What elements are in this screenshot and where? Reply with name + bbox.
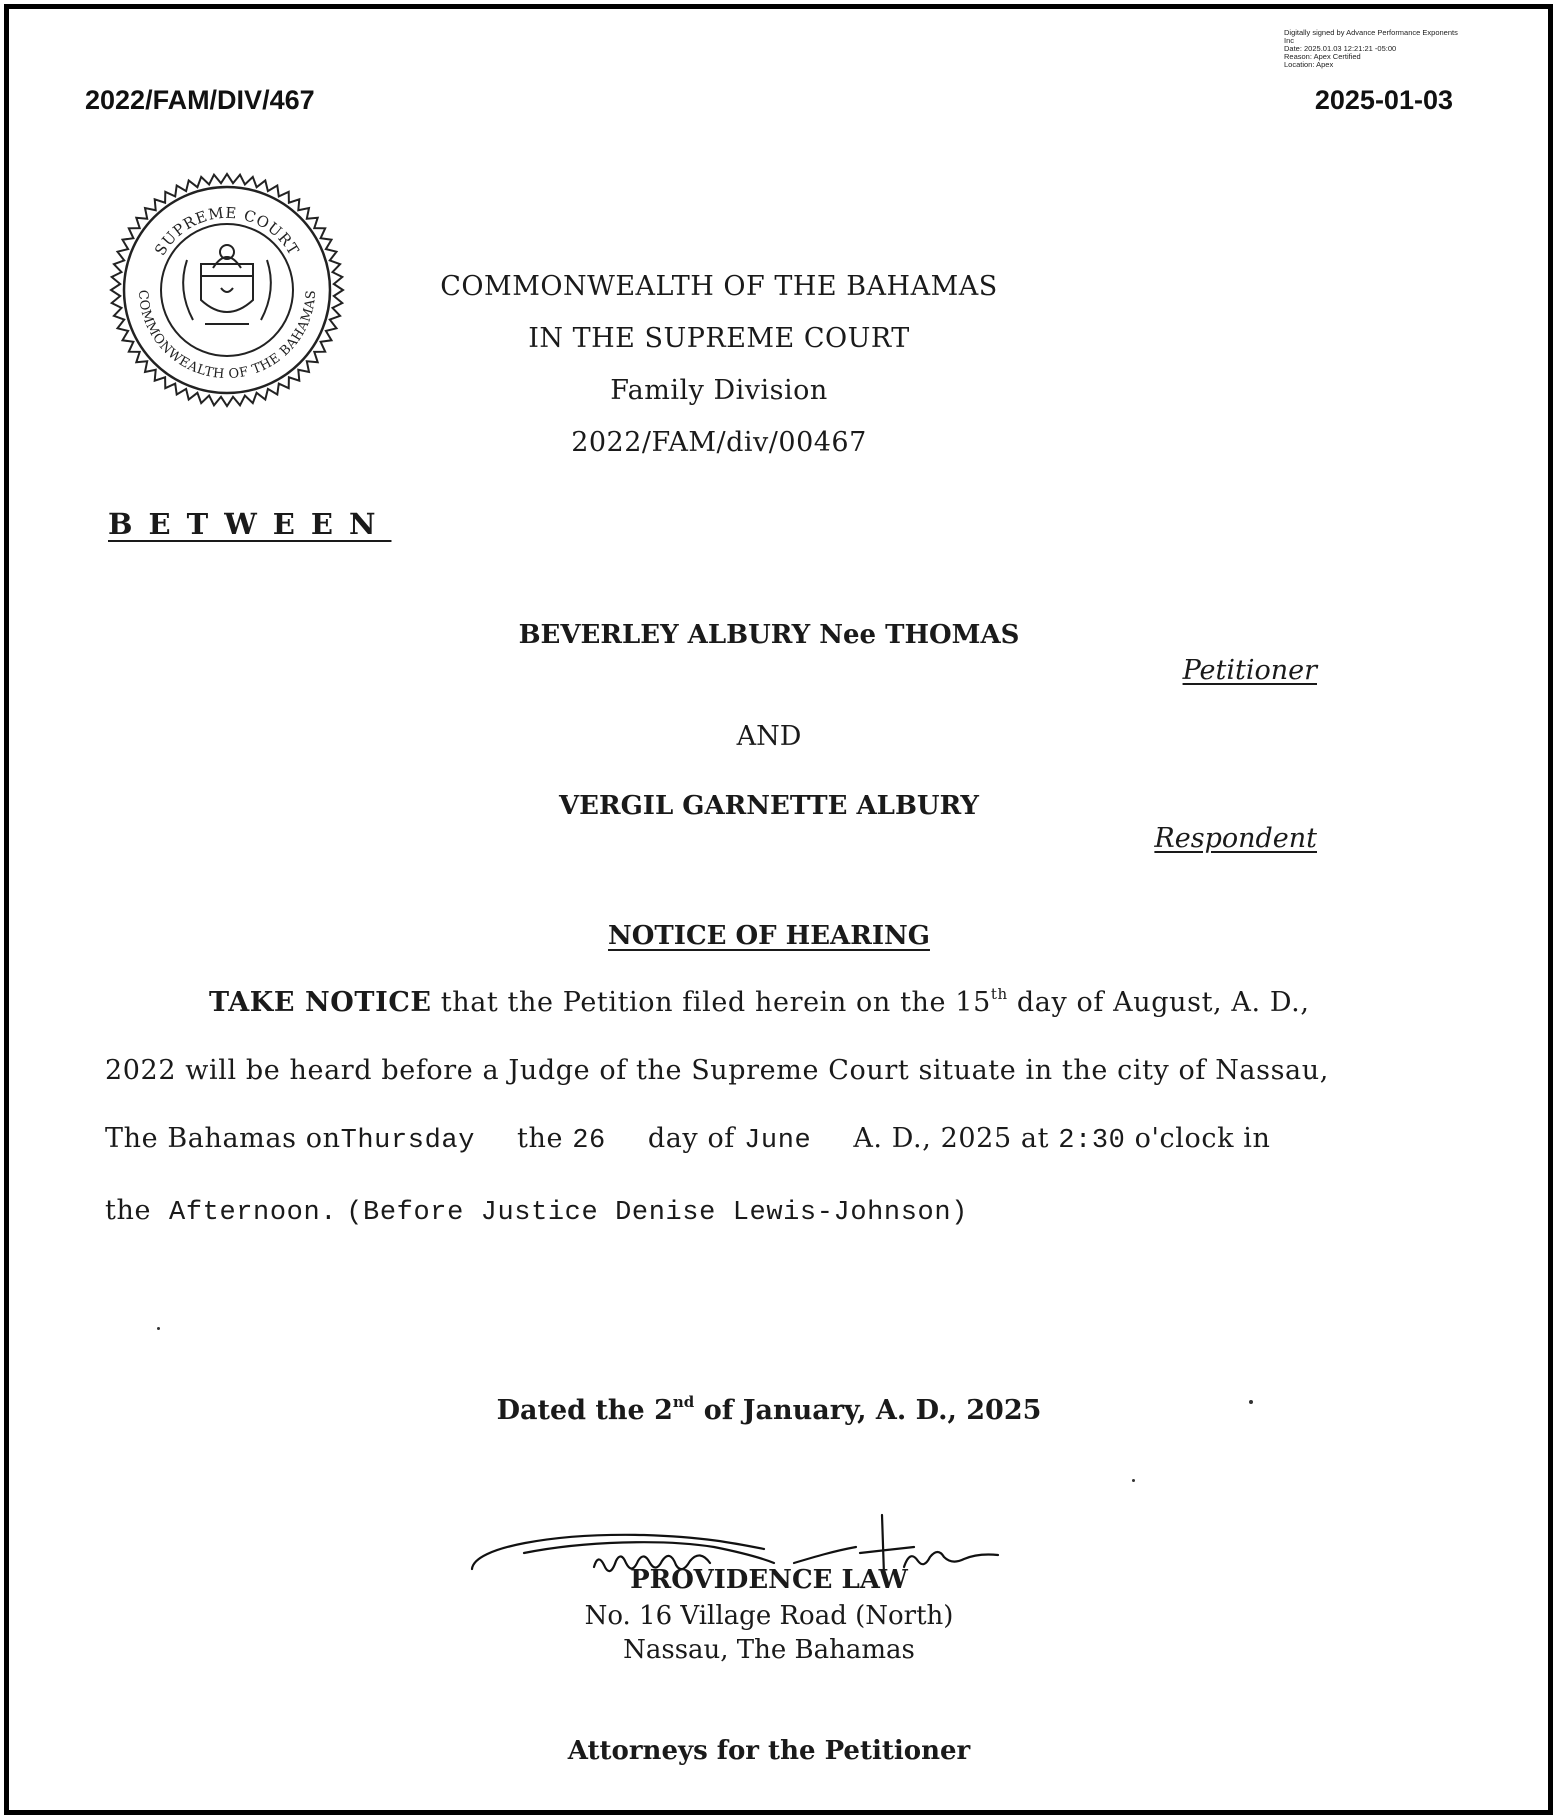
digital-signature-line: Reason: Apex Certified xyxy=(1284,52,1361,61)
body-line-1 xyxy=(209,987,1310,1018)
presiding-justice: (Before Justice Denise Lewis-Johnson) xyxy=(346,1198,968,1228)
body-text: that the Petition filed herein on the 15 xyxy=(431,987,991,1018)
hearing-day-number: 26 xyxy=(572,1126,606,1156)
supreme-court-seal-icon xyxy=(109,172,345,408)
respondent-name: VERGIL GARNETTE ALBURY xyxy=(559,791,979,821)
digital-signature-line: Date: 2025.01.03 12:21:21 -05:00 xyxy=(1284,44,1397,53)
body-text: the xyxy=(105,1195,152,1226)
header-date: 2025-01-03 xyxy=(1314,85,1453,115)
dated-line xyxy=(389,1395,1149,1426)
body-text: the xyxy=(517,1123,564,1154)
court-jurisdiction: COMMONWEALTH OF THE BAHAMAS xyxy=(440,271,998,302)
take-notice-lead: TAKE NOTICE xyxy=(209,987,432,1018)
and-separator: AND xyxy=(736,721,802,752)
court-name: IN THE SUPREME COURT xyxy=(528,323,910,354)
case-number: 2022/FAM/DIV/467 xyxy=(85,85,315,115)
scan-speck xyxy=(1249,1400,1253,1404)
attorneys-line: Attorneys for the Petitioner xyxy=(567,1736,971,1766)
respondent-role: Respondent xyxy=(1154,823,1317,854)
notice-title: NOTICE OF HEARING xyxy=(608,921,930,951)
scan-speck xyxy=(157,1327,160,1330)
seal-top-text: SUPREME COURT xyxy=(151,203,303,259)
digital-signature-line: Location: Apex xyxy=(1284,60,1334,69)
firm-address-line-1: No. 16 Village Road (North) xyxy=(584,1601,954,1631)
court-file-number: 2022/FAM/div/00467 xyxy=(571,427,867,458)
body-line-3 xyxy=(105,1123,1270,1156)
ordinal-suffix: nd xyxy=(672,1393,695,1411)
digital-signature-block xyxy=(1284,29,1544,69)
scan-speck xyxy=(1132,1479,1135,1482)
body-text: day of xyxy=(647,1123,735,1154)
hearing-time: 2:30 xyxy=(1058,1126,1126,1156)
digital-signature-line: Inc xyxy=(1284,36,1295,45)
body-text: 2022 will be heard before a Judge of the Supreme Court situate in the city of Nassau, xyxy=(105,1055,1329,1086)
petitioner-role: Petitioner xyxy=(1182,655,1317,686)
hearing-period: Afternoon. xyxy=(169,1198,338,1228)
body-text: day of August, A. D., xyxy=(1007,987,1310,1018)
court-division: Family Division xyxy=(610,375,828,406)
digital-signature-line: Digitally signed by Advance Performance Exponents xyxy=(1284,28,1458,37)
dated-text: of January, A. D., 2025 xyxy=(694,1395,1042,1426)
document-page xyxy=(4,4,1553,1815)
hearing-weekday: Thursday xyxy=(340,1126,475,1156)
body-text: A. D., 2025 at xyxy=(853,1123,1050,1154)
petitioner-name: BEVERLEY ALBURY Nee THOMAS xyxy=(518,620,1020,650)
hearing-month: June xyxy=(744,1126,812,1156)
body-line-2 xyxy=(105,1055,1329,1086)
body-text: The Bahamas on xyxy=(105,1123,341,1154)
dated-text: Dated the 2 xyxy=(496,1395,673,1426)
between-heading: BETWEEN xyxy=(108,507,392,541)
seal-bottom-text: COMMONWEALTH OF THE BAHAMAS xyxy=(134,289,320,383)
body-line-4 xyxy=(105,1195,968,1228)
body-text: o'clock in xyxy=(1134,1123,1271,1154)
firm-address-line-2: Nassau, The Bahamas xyxy=(623,1635,915,1665)
law-firm-name: PROVIDENCE LAW xyxy=(630,1565,908,1595)
ordinal-suffix: th xyxy=(990,985,1008,1003)
